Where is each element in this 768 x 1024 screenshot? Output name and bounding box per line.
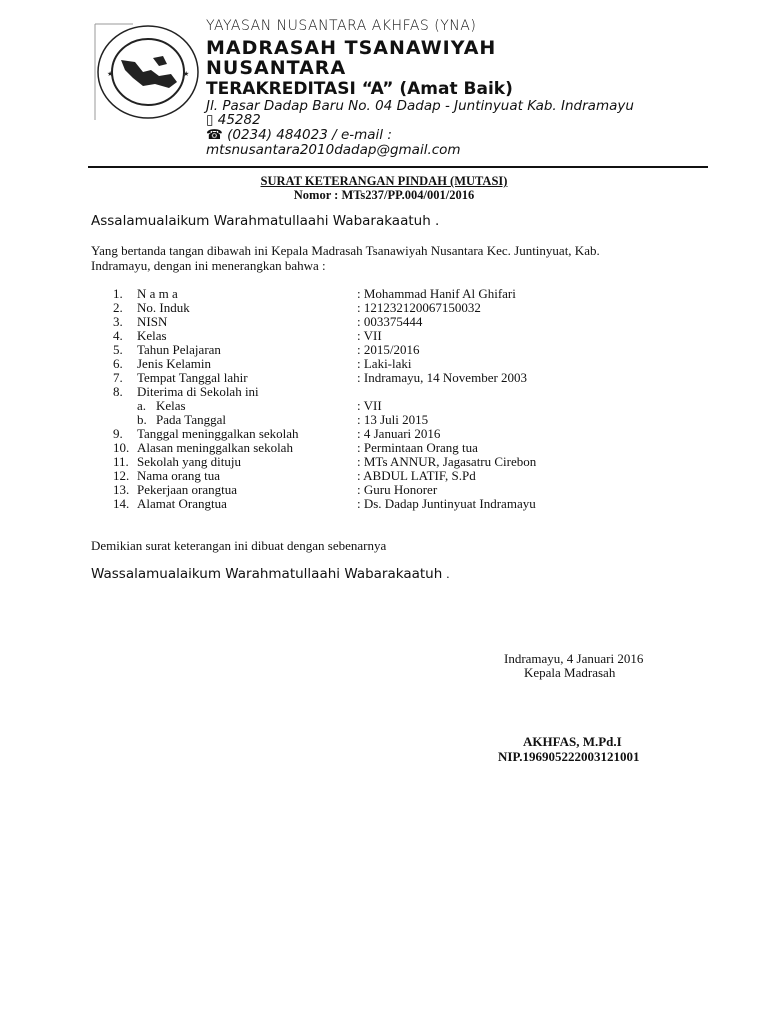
item-number: 14. <box>113 496 130 511</box>
closing-greeting: Wassalamualaikum Warahmatullaahi Wabarakaatuh <box>91 566 443 582</box>
letter-number: Nomor : MTs237/PP.004/001/2016 <box>293 188 475 202</box>
list-item <box>0 356 768 370</box>
list-item <box>0 314 768 328</box>
school-logo <box>93 22 201 122</box>
item-number: 6. <box>113 356 123 371</box>
list-item <box>0 342 768 356</box>
item-number: 10. <box>113 440 130 455</box>
item-label: No. Induk <box>137 300 190 315</box>
closing-greeting-line <box>91 565 450 583</box>
mailbox-icon: ▯ <box>206 112 218 128</box>
item-value: : Ds. Dadap Juntinyuat Indramayu <box>357 496 536 511</box>
item-label: Jenis Kelamin <box>137 356 212 371</box>
school-name-line2: NUSANTARA <box>206 57 347 79</box>
list-item <box>0 286 768 300</box>
item-number: 9. <box>113 426 123 441</box>
item-value: : VII <box>357 328 382 343</box>
item-value: : MTs ANNUR, Jagasatru Cirebon <box>357 454 537 469</box>
list-item <box>0 398 768 412</box>
item-value: : Laki-laki <box>357 356 412 371</box>
item-value: : Permintaan Orang tua <box>357 440 478 455</box>
svg-text:★: ★ <box>107 70 114 78</box>
list-item <box>0 328 768 342</box>
signer-title: Kepala Madrasah <box>524 665 616 680</box>
list-item <box>0 496 768 510</box>
school-address: Jl. Pasar Dadap Baru No. 04 Dadap - Juntinyuat Kab. Indramayu <box>206 98 634 114</box>
item-label: Tahun Pelajaran <box>137 342 221 357</box>
item-label: Sekolah yang dituju <box>137 454 241 469</box>
list-item <box>0 300 768 314</box>
item-label: Alasan meninggalkan sekolah <box>137 440 293 455</box>
item-number: 8. <box>113 384 123 399</box>
item-number: 4. <box>113 328 123 343</box>
school-name-line1: MADRASAH TSANAWIYAH <box>206 37 497 59</box>
item-number: 5. <box>113 342 123 357</box>
item-label: NISN <box>137 314 168 329</box>
phone-line <box>206 127 392 143</box>
letter-title: SURAT KETERANGAN PINDAH (MUTASI) <box>260 174 508 188</box>
signer-nip: NIP.196905222003121001 <box>498 749 640 764</box>
item-value: : VII <box>357 398 382 413</box>
item-label: Pekerjaan orangtua <box>137 482 237 497</box>
item-value: : 121232120067150032 <box>357 300 481 315</box>
closing-dot: . <box>446 566 450 581</box>
list-item <box>0 482 768 496</box>
list-item <box>0 412 768 426</box>
item-number: 7. <box>113 370 123 385</box>
school-email: mtsnusantara2010dadap@gmail.com <box>206 142 461 158</box>
item-label: Kelas <box>156 398 186 413</box>
item-label: Diterima di Sekolah ini <box>137 384 259 399</box>
item-label: Tempat Tanggal lahir <box>137 370 248 385</box>
item-value: : 4 Januari 2016 <box>357 426 441 441</box>
item-value: : Mohammad Hanif Al Ghifari <box>357 286 516 301</box>
item-number: 1. <box>113 286 123 301</box>
foundation-name: YAYASAN NUSANTARA AKHFAS (YNA) <box>206 18 477 34</box>
list-item <box>0 426 768 440</box>
list-item <box>0 468 768 482</box>
item-value: : Indramayu, 14 November 2003 <box>357 370 528 385</box>
item-number: 12. <box>113 468 130 483</box>
phone-number: (0234) 484023 / e-mail : <box>227 127 392 143</box>
item-label: Pada Tanggal <box>156 412 226 427</box>
item-value: : ABDUL LATIF, S.Pd <box>357 468 476 483</box>
signer-name: AKHFAS, M.Pd.I <box>523 734 622 749</box>
item-number: 2. <box>113 300 123 315</box>
svg-text:★: ★ <box>183 70 190 78</box>
item-label: Alamat Orangtua <box>137 496 227 511</box>
item-label: Nama orang tua <box>137 468 221 483</box>
item-number: b. <box>137 412 147 427</box>
place-date: Indramayu, 4 Januari 2016 <box>504 651 644 666</box>
item-label: Kelas <box>137 328 167 343</box>
item-label: N a m a <box>137 286 178 301</box>
closing-statement: Demikian surat keterangan ini dibuat dengan sebenarnya <box>91 538 387 553</box>
list-item <box>0 440 768 454</box>
postal-code-line <box>206 112 261 128</box>
header-divider <box>88 166 708 168</box>
list-item <box>0 370 768 384</box>
item-value: : 2015/2016 <box>357 342 420 357</box>
list-item <box>0 384 768 398</box>
intro-line1: Yang bertanda tangan dibawah ini Kepala Madrasah Tsanawiyah Nusantara Kec. Juntinyuat, Kab. <box>91 243 600 258</box>
intro-line2: Indramayu, dengan ini menerangkan bahwa : <box>91 258 326 273</box>
item-number: a. <box>137 398 147 413</box>
postal-code: 45282 <box>217 112 261 128</box>
accreditation: TERAKREDITASI “A” (Amat Baik) <box>206 79 513 99</box>
item-label: Tanggal meninggalkan sekolah <box>137 426 299 441</box>
item-number: 3. <box>113 314 123 329</box>
phone-icon: ☎ <box>206 127 228 143</box>
list-item <box>0 454 768 468</box>
item-number: 13. <box>113 482 130 497</box>
item-value: : 003375444 <box>357 314 423 329</box>
item-value: : Guru Honorer <box>357 482 438 497</box>
item-value: : 13 Juli 2015 <box>357 412 429 427</box>
item-number: 11. <box>113 454 129 469</box>
opening-greeting: Assalamualaikum Warahmatullaahi Wabarakaatuh . <box>91 213 440 229</box>
